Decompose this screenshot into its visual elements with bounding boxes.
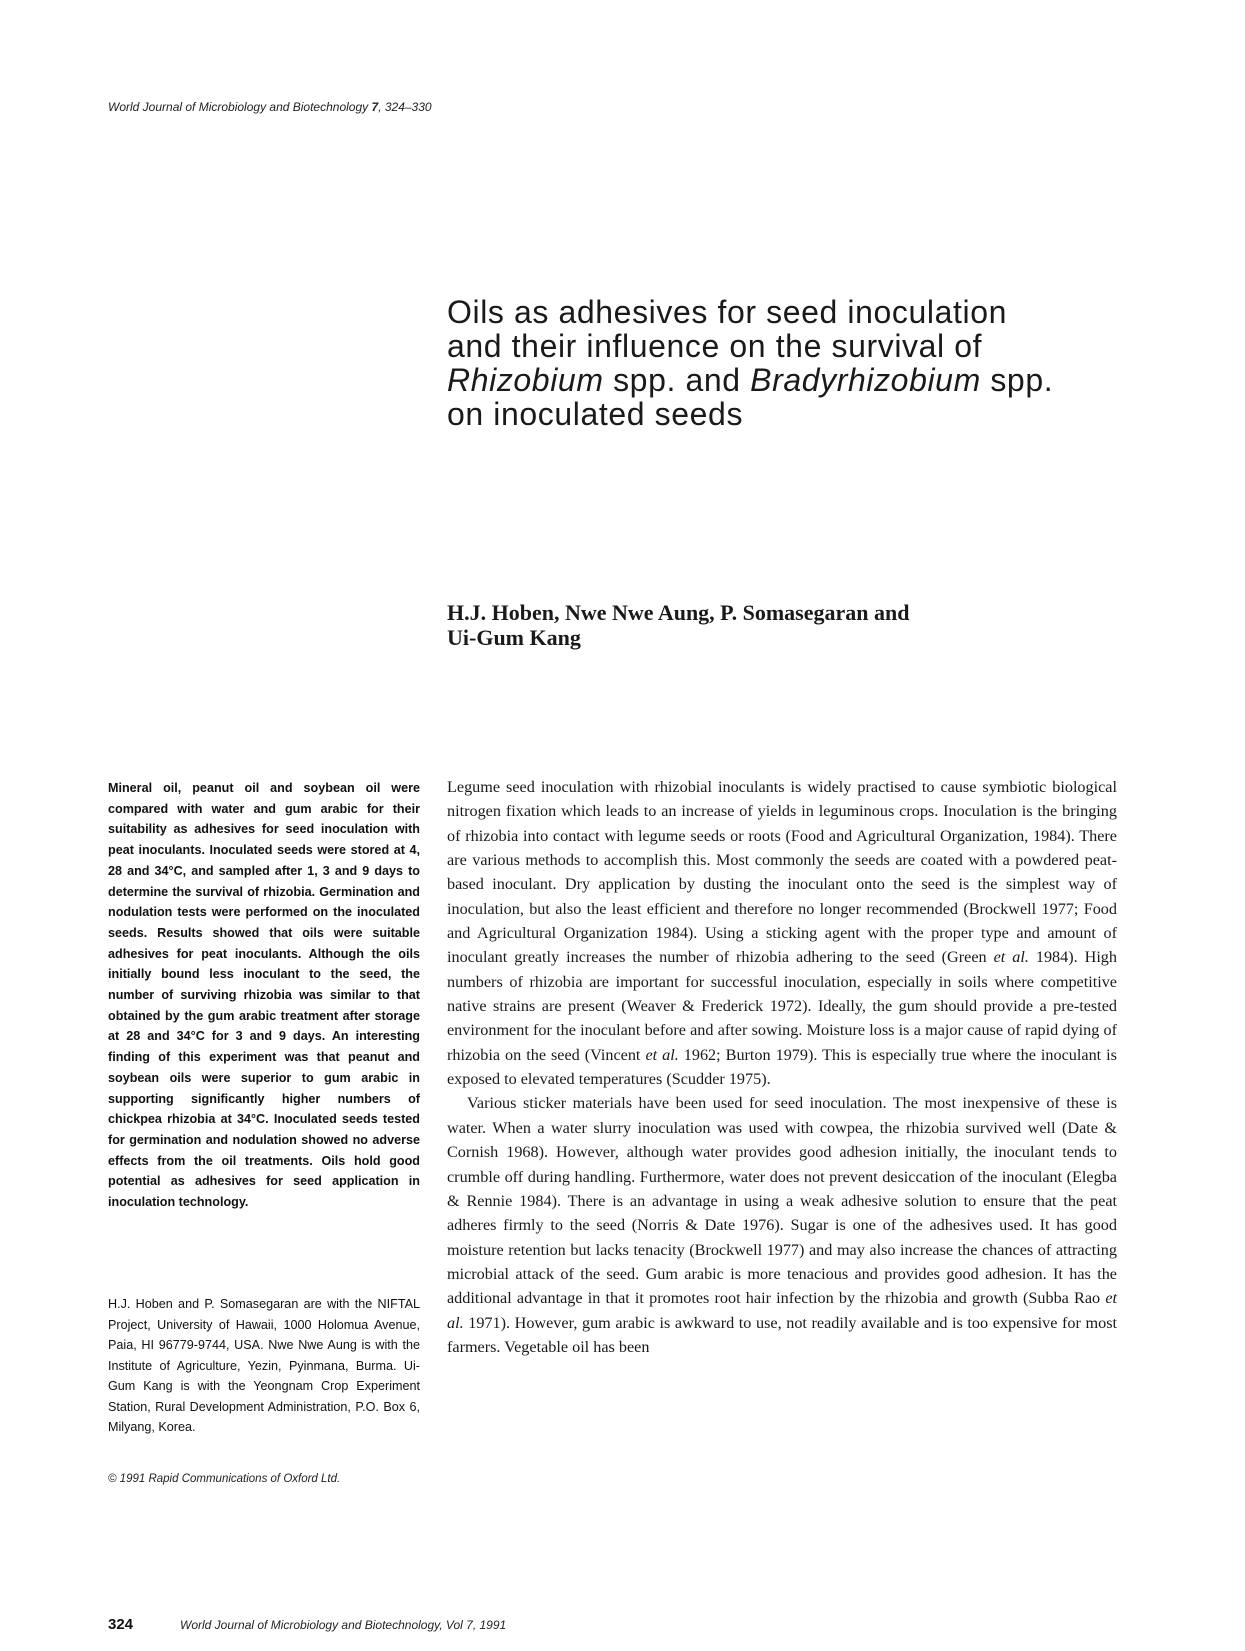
title-genus-bradyrhizobium: Bradyrhizobium [750, 362, 981, 398]
running-head [108, 100, 432, 114]
author-line-2: Ui-Gum Kang [447, 625, 581, 650]
body-paragraph-1 [447, 775, 1117, 1091]
running-head-journal: World Journal of Microbiology and Biotechnology [108, 100, 369, 114]
body-p1-part-b: 1984). High numbers of rhizobia are important for successful inoculation, especially in soils where competitive native strains are present (Weaver & Frederick 1972). Ideally, the gum should provide a pre-tested environment for the inoculant before and after sowing. Moisture loss is a major cause of rapid dying of rhizobia on the seed (Vincent [447, 948, 1117, 1064]
body-p2-part-b: 1971). However, gum arabic is awkward to use, not readily available and is too expensive for most farmers. Vegetable oil has been [447, 1313, 1117, 1356]
running-head-volume: 7 [371, 100, 379, 114]
title-line-1: Oils as adhesives for seed inoculation [447, 294, 1007, 330]
body-paragraph-2 [447, 1091, 1117, 1359]
body-p2-part-a: Various sticker materials have been used for seed inoculation. The most inexpensive of these is water. When a water slurry inoculation was used with cowpea, the rhizobia survived well (Date & Cornish 1968). However, although water provides good adhesion initially, the inoculant tends to crumble off during handling. Furthermore, water does not prevent desiccation of the inoculant (Elegba & Rennie 1984). There is an advantage in using a weak adhesive solution to ensure that the peat adheres firmly to the seed (Norris & Date 1976). Sugar is one of the adhesives used. It has good moisture retention but lacks tenacity (Brockwell 1977) and may also increase the chances of attracting microbial attack of the seed. Gum arabic is more tenacious and provides good adhesion. It has the additional advantage in that it promotes root hair infection by the rhizobia and growth (Subba Rao [447, 1094, 1117, 1308]
page-number: 324 [108, 1616, 134, 1633]
body-p1-etal-2: et al. [645, 1045, 679, 1064]
article-title [447, 295, 1147, 431]
title-line-2: and their influence on the survival of [447, 328, 983, 364]
body-p1-part-c: 1962; Burton 1979). This is especially true where the inoculant is exposed to elevated temperatures (Scudder 1975). [447, 1045, 1117, 1089]
title-line-3-end: spp. [980, 362, 1054, 398]
footer-journal: World Journal of Microbiology and Biotechnology, Vol 7, 1991 [180, 1618, 507, 1632]
abstract: Mineral oil, peanut oil and soybean oil were compared with water and gum arabic for their suitability as adhesives for seed inoculation with peat inoculants. Inoculated seeds were stored at 4, 28 and 34°C, and sampled after 1, 3 and 9 days to determine the survival of rhizobia. Germination and nodulation tests were performed on the inoculated seeds. Results showed that oils were suitable adhesives for peat inoculants. Although the oils initially bound less inoculant to the seed, the number of surviving rhizobia was similar to that obtained by the gum arabic treatment after storage at 28 and 34°C for 3 and 9 days. An interesting finding of this experiment was that peanut and soybean oils were superior to gum arabic in supporting significantly higher numbers of chickpea rhizobia at 34°C. Inoculated seeds tested for germination and nodulation showed no adverse effects from the oil treatments. Oils hold good potential as adhesives for seed application in inoculation technology. [108, 781, 420, 1210]
copyright-notice: © 1991 Rapid Communications of Oxford Ltd. [108, 1473, 341, 1485]
title-line-3 [447, 363, 1147, 397]
author-list [447, 600, 1067, 650]
body-p2-etal: et al. [447, 1289, 1117, 1332]
title-line-3-mid: spp. and [603, 362, 751, 398]
body-p1-part-a: Legume seed inoculation with rhizobial inoculants is widely practised to cause symbiotic biological nitrogen fixation which leads to an increase of yields in leguminous crops. Inoculation is the bringing of rhizobia into contact with legume seeds or roots (Food and Agricultural Organization, 1984). There are various methods to accomplish this. Most commonly the seeds are coated with a powdered peat-based inoculant. Dry application by dusting the inoculant onto the seed is the simplest way of inoculation, but also the least efficient and therefore no longer recommended (Brockwell 1977; Food and Agricultural Organization 1984). Using a sticking agent with the proper type and amount of inoculant greatly increases the number of rhizobia adhering to the seed (Green [447, 778, 1117, 967]
author-affiliations: H.J. Hoben and P. Somasegaran are with the NIFTAL Project, University of Hawaii, 1000 Holomua Avenue, Paia, HI 96779-9744, USA. Nwe Nwe Aung is with the Institute of Agriculture, Yezin, Pyinmana, Burma. Ui-Gum Kang is with the Yeongnam Crop Experiment Station, Rural Development Administration, P.O. Box 6, Milyang, Korea. [108, 1297, 420, 1434]
title-line-4: on inoculated seeds [447, 396, 744, 432]
title-genus-rhizobium: Rhizobium [447, 362, 604, 398]
body-text [447, 775, 1117, 1359]
author-line-1: H.J. Hoben, Nwe Nwe Aung, P. Somasegaran and [447, 600, 910, 625]
running-head-pages: , 324–330 [378, 100, 432, 114]
body-p1-etal-1: et al. [993, 948, 1029, 967]
